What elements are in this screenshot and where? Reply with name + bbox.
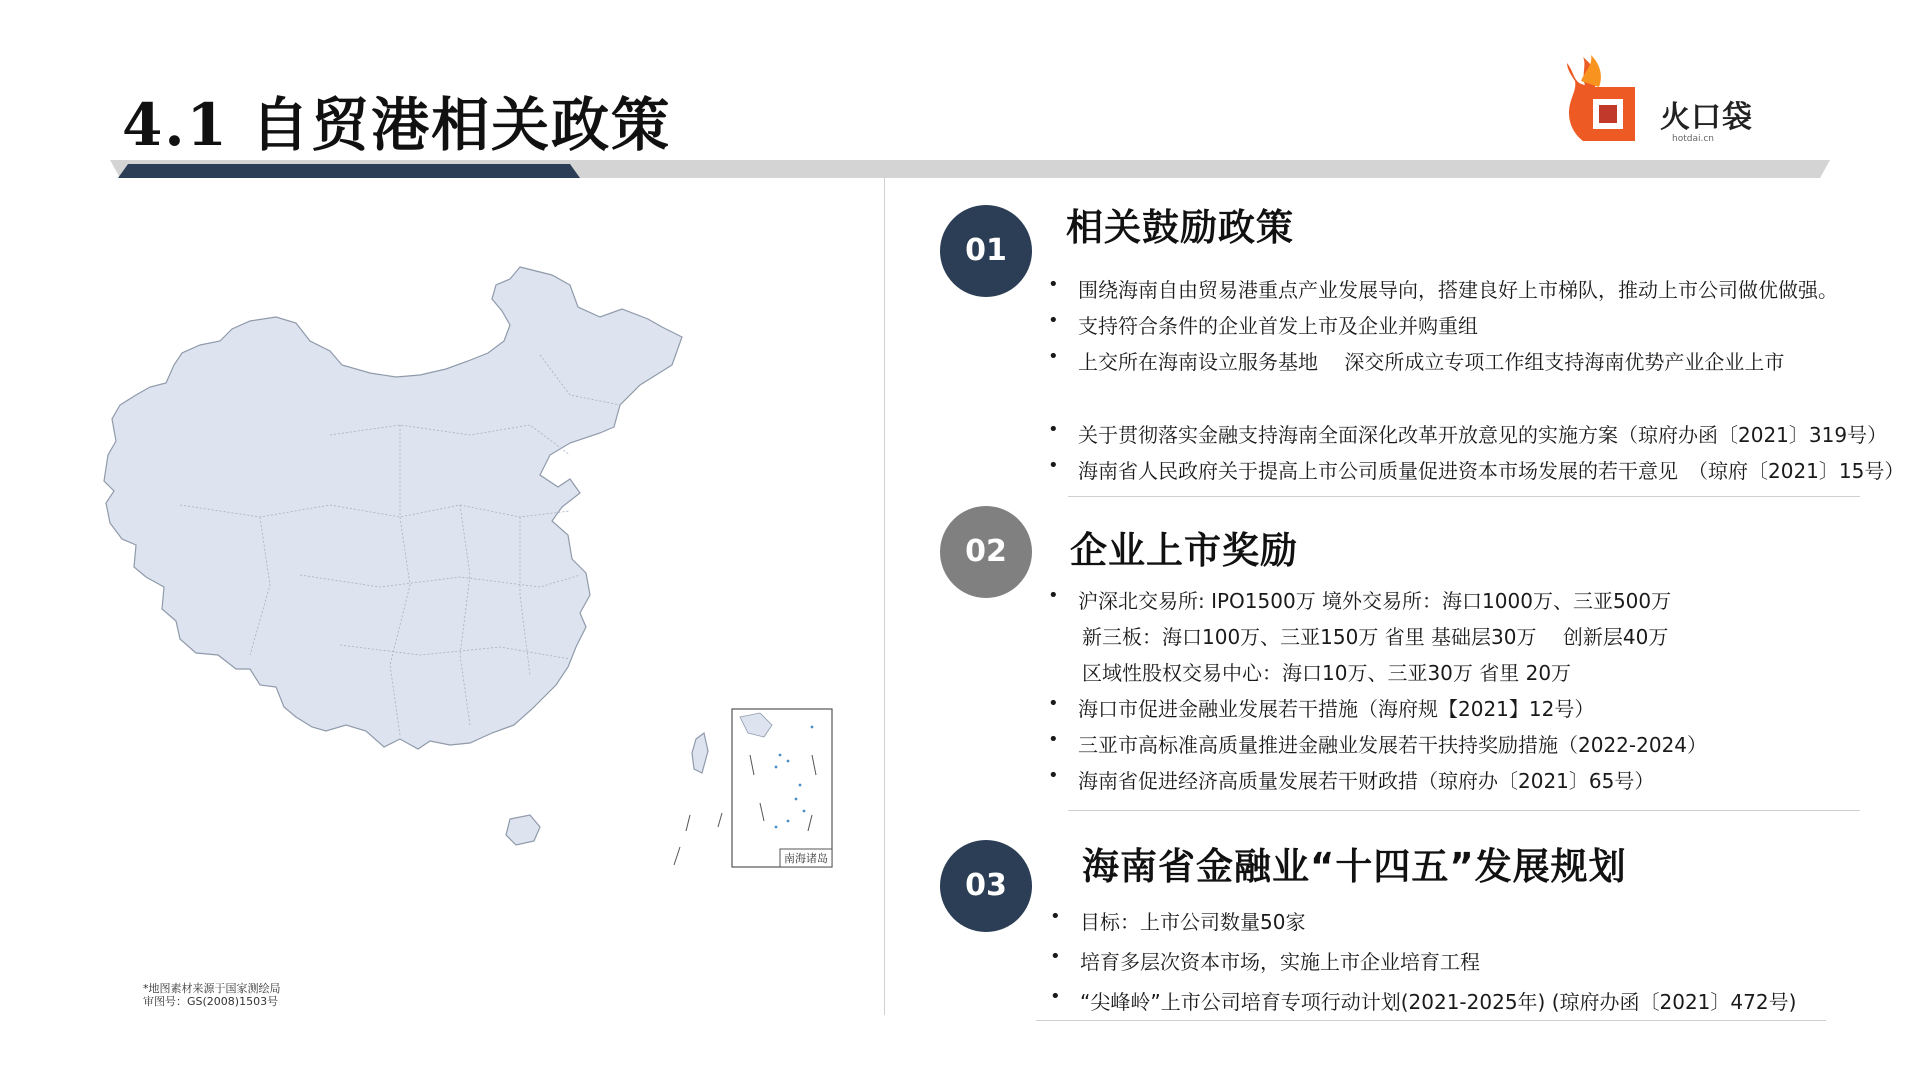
south-china-sea-inset (732, 709, 832, 867)
section-title: 企业上市奖励 (1070, 529, 1298, 572)
list-item: • “尖峰岭”上市公司培育专项行动计划(2021-2025年) (琼府办函〔2021〕472号) (1080, 986, 1796, 1015)
hainan-island-shape (506, 815, 540, 845)
logo-subtext: hotdai.cn (1672, 134, 1714, 144)
list-item: • 海口市促进金融业发展若干措施（海府规【2021】12号） (1078, 693, 1594, 722)
list-item: • 培育多层次资本市场，实施上市企业培育工程 (1080, 946, 1480, 975)
dash-line-marks (674, 813, 722, 865)
section-number-badge: 01 (940, 205, 1032, 297)
list-item: • 海南省人民政府关于提高上市公司质量促进资本市场发展的若干意见 （琼府〔2021〕15号） (1078, 455, 1904, 484)
map-note-line1: *地图素材来源于国家测绘局 (143, 982, 281, 995)
section-title: 相关鼓励政策 (1066, 206, 1294, 249)
list-item: • 海南省促进经济高质量发展若干财政措（琼府办〔2021〕65号） (1078, 765, 1654, 794)
section-divider (1036, 1020, 1826, 1021)
map-note-line2: 审图号：GS(2008)1503号 (143, 995, 279, 1008)
section-number-badge: 02 (940, 506, 1032, 598)
china-mainland-shape (104, 267, 682, 749)
vertical-divider (884, 175, 885, 1015)
list-item: • 关于贯彻落实金融支持海南全面深化改革开放意见的实施方案（琼府办函〔2021〕319号） (1078, 419, 1887, 448)
list-item: • 围绕海南自由贸易港重点产业发展导向，搭建良好上市梯队，推动上市公司做优做强。 (1078, 274, 1838, 303)
list-item: 新三板：海口100万、三亚150万 省里 基础层30万 创新层40万 (1082, 625, 1669, 649)
list-item: • 上交所在海南设立服务基地 深交所成立专项工作组支持海南优势产业企业上市 (1078, 346, 1784, 375)
title-underline-bar (110, 160, 1830, 178)
section-number-badge: 03 (940, 840, 1032, 932)
page-title: 4.1 自贸港相关政策 (122, 91, 672, 159)
section-divider (1068, 496, 1860, 497)
list-item: • 支持符合条件的企业首发上市及企业并购重组 (1078, 310, 1478, 339)
logo-text: 火口袋 (1660, 100, 1753, 135)
taiwan-island-shape (692, 733, 708, 773)
list-item: • 三亚市高标准高质量推进金融业发展若干扶持奖励措施（2022-2024） (1078, 729, 1707, 758)
list-item: 区域性股权交易中心：海口10万、三亚30万 省里 20万 (1082, 661, 1572, 685)
map-source-note (143, 982, 281, 1008)
section-title: 海南省金融业“十四五”发展规划 (1082, 845, 1627, 888)
section-divider (1068, 810, 1860, 811)
list-item: • 目标：上市公司数量50家 (1080, 906, 1305, 935)
inset-label: 南海诸岛 (784, 852, 828, 865)
list-item: • 沪深北交易所: IPO1500万 境外交易所：海口1000万、三亚500万 (1078, 585, 1671, 614)
china-map (100, 255, 860, 875)
